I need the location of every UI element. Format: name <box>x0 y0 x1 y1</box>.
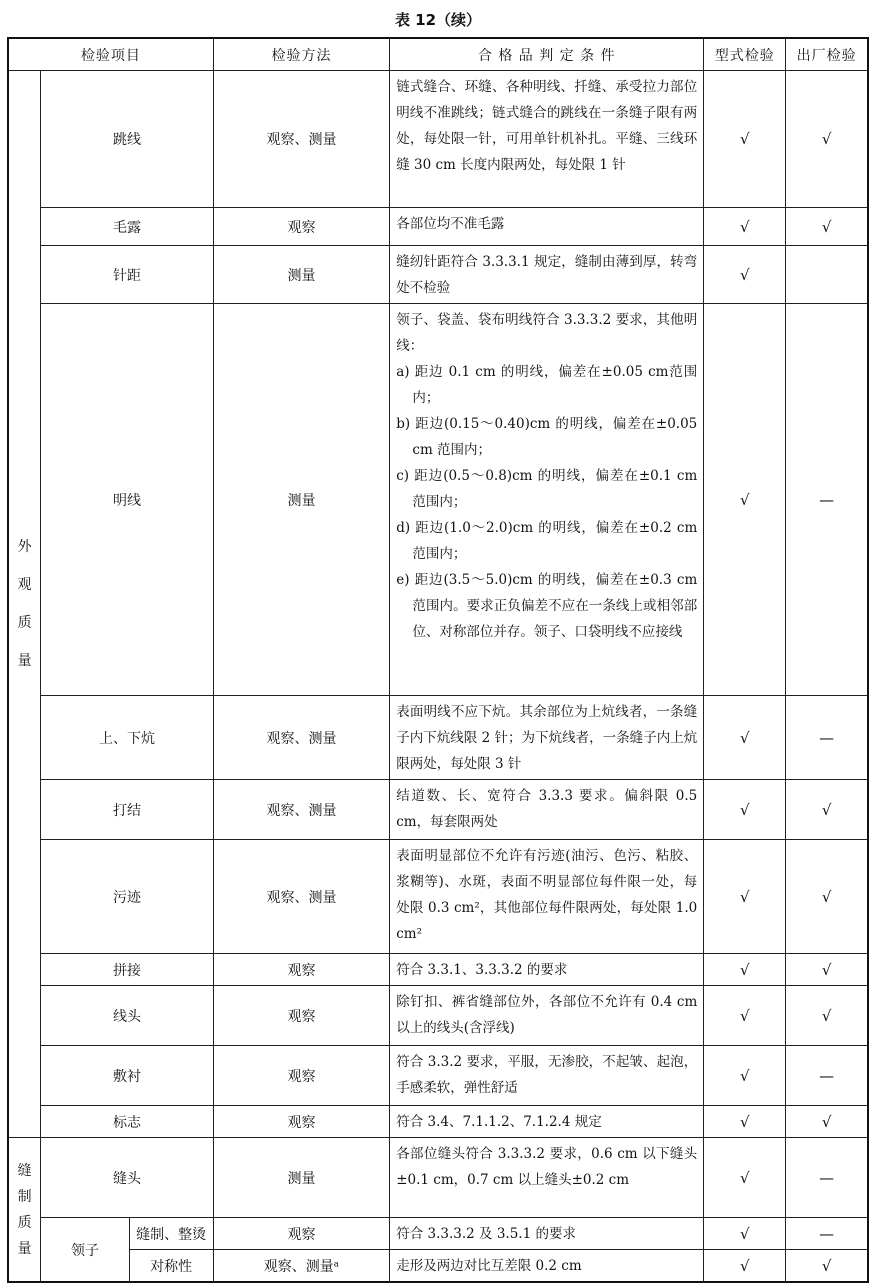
condition-text: 走形及两边对比互差限 0.2 cm <box>396 1258 582 1274</box>
table-caption: 表 12（续） <box>394 11 482 29</box>
table-row <box>8 1138 868 1218</box>
condition-text: e) 距边(3.5～5.0)cm 的明线，偏差在±0.3 cm范围内。要求正负偏差不应在一条线上或相邻部位、对称部位并存。领子、口袋明线不应接线 <box>396 572 698 640</box>
factory-test-mark: — <box>786 696 868 780</box>
condition-cell <box>390 840 704 954</box>
table-row <box>8 246 868 304</box>
condition-text: 符合 3.3.1、3.3.3.2 的要求 <box>396 962 568 978</box>
table-row <box>8 780 868 840</box>
condition-cell <box>390 1250 704 1283</box>
table-row <box>8 986 868 1046</box>
method-cell: 观察 <box>213 1106 390 1138</box>
item-name: 缝头 <box>41 1138 213 1218</box>
factory-test-mark: √ <box>786 208 868 246</box>
factory-test-mark: √ <box>786 954 868 986</box>
header-factory-test: 出厂检验 <box>786 38 868 71</box>
type-test-mark: √ <box>704 1106 786 1138</box>
type-test-mark: √ <box>704 954 786 986</box>
factory-test-mark: √ <box>786 1106 868 1138</box>
method-cell: 观察、测量 <box>213 780 390 840</box>
condition-text: 符合 3.4、7.1.1.2、7.1.2.4 规定 <box>396 1114 602 1130</box>
factory-test-mark: √ <box>786 1250 868 1283</box>
header-condition: 合 格 品 判 定 条 件 <box>390 38 704 71</box>
condition-text: d) 距边(1.0～2.0)cm 的明线，偏差在±0.2 cm范围内； <box>396 520 698 562</box>
method-cell: 测量 <box>213 304 390 696</box>
condition-text: 符合 3.3.3.2 及 3.5.1 的要求 <box>396 1226 576 1242</box>
condition-text: 符合 3.3.2 要求，平服，无渗胶，不起皱、起泡，手感柔软，弹性舒适 <box>396 1054 698 1096</box>
type-test-mark: √ <box>704 246 786 304</box>
condition-cell <box>390 954 704 986</box>
condition-cell <box>390 304 704 696</box>
condition-cell <box>390 986 704 1046</box>
item-name: 拼接 <box>41 954 213 986</box>
type-test-mark: √ <box>704 71 786 208</box>
condition-cell <box>390 1138 704 1218</box>
condition-cell <box>390 71 704 208</box>
method-cell: 观察 <box>213 1218 390 1250</box>
item-name: 打结 <box>41 780 213 840</box>
factory-test-mark: √ <box>786 986 868 1046</box>
header-item: 检验项目 <box>8 38 213 71</box>
method-cell: 观察 <box>213 954 390 986</box>
condition-text: c) 距边(0.5～0.8)cm 的明线，偏差在±0.1 cm范围内； <box>396 468 698 510</box>
method-cell: 观察 <box>213 208 390 246</box>
item-name: 毛露 <box>41 208 213 246</box>
item-name: 明线 <box>41 304 213 696</box>
method-cell: 测量 <box>213 1138 390 1218</box>
item-name: 对称性 <box>129 1250 213 1283</box>
method-cell: 观察 <box>213 986 390 1046</box>
header-method: 检验方法 <box>213 38 390 71</box>
condition-cell <box>390 246 704 304</box>
type-test-mark: √ <box>704 1046 786 1106</box>
condition-cell <box>390 1106 704 1138</box>
type-test-mark: √ <box>704 696 786 780</box>
item-name: 敷衬 <box>41 1046 213 1106</box>
factory-test-mark: — <box>786 1218 868 1250</box>
factory-test-mark: — <box>786 1046 868 1106</box>
item-name: 标志 <box>41 1106 213 1138</box>
item-name: 污迹 <box>41 840 213 954</box>
item-name: 缝制、整烫 <box>129 1218 213 1250</box>
group-appearance: 外 观 质 量 <box>8 71 41 1138</box>
type-test-mark: √ <box>704 780 786 840</box>
condition-cell <box>390 780 704 840</box>
factory-test-mark: — <box>786 304 868 696</box>
condition-cell <box>390 696 704 780</box>
table-row <box>8 954 868 986</box>
item-name: 上、下炕 <box>41 696 213 780</box>
method-cell: 测量 <box>213 246 390 304</box>
header-type-test: 型式检验 <box>704 38 786 71</box>
type-test-mark: √ <box>704 1218 786 1250</box>
factory-test-mark <box>786 246 868 304</box>
condition-text: 各部位缝头符合 3.3.3.2 要求，0.6 cm 以下缝头±0.1 cm，0.7 cm 以上缝头±0.2 cm <box>396 1146 698 1188</box>
condition-text: 领子、袋盖、袋布明线符合 3.3.3.2 要求，其他明线： <box>396 312 698 354</box>
table-row <box>8 1106 868 1138</box>
method-cell: 观察 <box>213 1046 390 1106</box>
condition-text: 除钉扣、裤省缝部位外，各部位不允许有 0.4 cm 以上的线头(含浮线) <box>396 994 698 1036</box>
condition-cell <box>390 1046 704 1106</box>
factory-test-mark: — <box>786 1138 868 1218</box>
factory-test-mark: √ <box>786 840 868 954</box>
type-test-mark: √ <box>704 208 786 246</box>
type-test-mark: √ <box>704 1138 786 1218</box>
table-row <box>8 1046 868 1106</box>
condition-text: 结道数、长、宽符合 3.3.3 要求。偏斜限 0.5 cm，每套限两处 <box>396 788 698 830</box>
inspection-table <box>7 37 869 1283</box>
type-test-mark: √ <box>704 1250 786 1283</box>
table-row <box>8 1218 868 1250</box>
condition-cell <box>390 1218 704 1250</box>
method-cell: 观察、测量 <box>213 696 390 780</box>
table-row <box>8 840 868 954</box>
item-name: 跳线 <box>41 71 213 208</box>
factory-test-mark: √ <box>786 71 868 208</box>
header-row <box>8 38 868 71</box>
condition-text: a) 距边 0.1 cm 的明线，偏差在±0.05 cm范围内； <box>396 364 698 406</box>
method-cell: 观察、测量ᵃ <box>213 1250 390 1283</box>
type-test-mark: √ <box>704 304 786 696</box>
collar-label: 领子 <box>41 1218 129 1283</box>
method-cell: 观察、测量 <box>213 71 390 208</box>
table-row <box>8 304 868 696</box>
table-row <box>8 1250 868 1283</box>
factory-test-mark: √ <box>786 780 868 840</box>
condition-text: 缝纫针距符合 3.3.3.1 规定，缝制由薄到厚，转弯处不检验 <box>396 254 698 296</box>
condition-cell <box>390 208 704 246</box>
condition-text: 各部位均不准毛露 <box>396 216 505 232</box>
table-row <box>8 696 868 780</box>
type-test-mark: √ <box>704 840 786 954</box>
table-row <box>8 71 868 208</box>
condition-text: 链式缝合、环缝、各种明线、扦缝、承受拉力部位明线不准跳线；链式缝合的跳线在一条缝子限有两处，每处限一针，可用单针机补扎。平缝、三线环缝 30 cm 长度内限两处，每处限 1 针 <box>396 79 698 173</box>
condition-text: 表面明显部位不允许有污迹(油污、色污、粘胶、浆糊等)、水斑，表面不明显部位每件限一处，每处限 0.3 cm²，其他部位每件限两处，每处限 1.0 cm² <box>396 848 698 942</box>
method-cell: 观察、测量 <box>213 840 390 954</box>
condition-text: 表面明线不应下炕。其余部位为上炕线者，一条缝子内下炕线限 2 针；为下炕线者，一条缝子内上炕限两处，每处限 3 针 <box>396 704 698 772</box>
item-name: 线头 <box>41 986 213 1046</box>
item-name: 针距 <box>41 246 213 304</box>
condition-text: b) 距边(0.15～0.40)cm 的明线，偏差在±0.05 cm 范围内； <box>396 416 698 458</box>
group-sewing: 缝 制 质 量 <box>8 1138 41 1283</box>
type-test-mark: √ <box>704 986 786 1046</box>
table-row <box>8 208 868 246</box>
